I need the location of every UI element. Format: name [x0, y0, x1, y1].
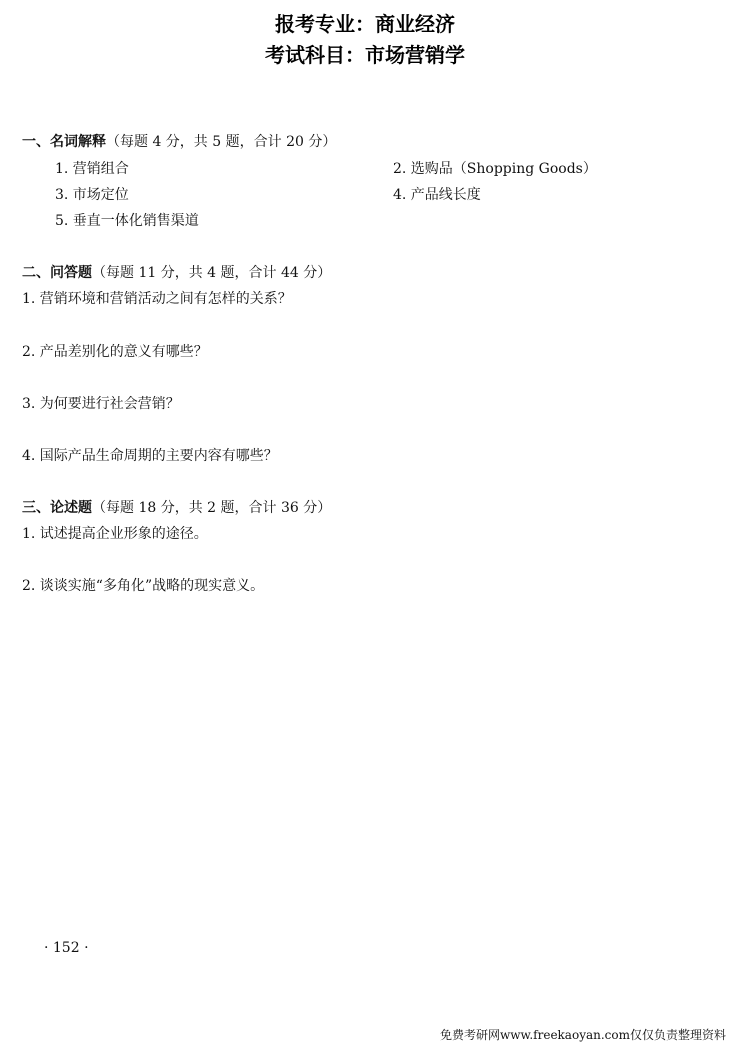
section-2-note: （每题 11 分，共 4 题，合计 44 分） — [92, 265, 332, 281]
section-1-heading — [22, 131, 336, 151]
term-item-5: 5. 垂直一体化销售渠道 — [55, 213, 199, 229]
section-2-title: 二、问答题 — [22, 265, 92, 281]
section-3-heading — [22, 497, 331, 517]
essay-item-2: 2. 谈谈实施“多角化”战略的现实意义。 — [22, 578, 265, 594]
page-number: · 152 · — [44, 940, 89, 956]
term-item-2: 2. 选购品（Shopping Goods） — [393, 161, 597, 177]
question-item-2: 2. 产品差别化的意义有哪些？ — [22, 344, 208, 360]
section-3-title: 三、论述题 — [22, 500, 92, 516]
question-item-1: 1. 营销环境和营销活动之间有怎样的关系？ — [22, 291, 292, 307]
section-1-title: 一、名词解释 — [22, 134, 106, 150]
question-item-4: 4. 国际产品生命周期的主要内容有哪些？ — [22, 448, 278, 464]
section-3-note: （每题 18 分，共 2 题，合计 36 分） — [92, 500, 332, 516]
exam-major-heading: 报考专业：商业经济 — [275, 12, 455, 36]
term-item-1: 1. 营销组合 — [55, 161, 129, 177]
essay-item-1: 1. 试述提高企业形象的途径。 — [22, 526, 208, 542]
question-item-3: 3. 为何要进行社会营销？ — [22, 396, 180, 412]
exam-subject-heading: 考试科目：市场营销学 — [265, 43, 465, 67]
term-item-3: 3. 市场定位 — [55, 187, 129, 203]
footer-source-note: 免费考研网www.freekaoyan.com仅仅负责整理资料 — [439, 1028, 726, 1042]
section-2-heading — [22, 262, 331, 282]
section-1-note: （每题 4 分，共 5 题，合计 20 分） — [106, 134, 337, 150]
term-item-4: 4. 产品线长度 — [393, 187, 481, 203]
